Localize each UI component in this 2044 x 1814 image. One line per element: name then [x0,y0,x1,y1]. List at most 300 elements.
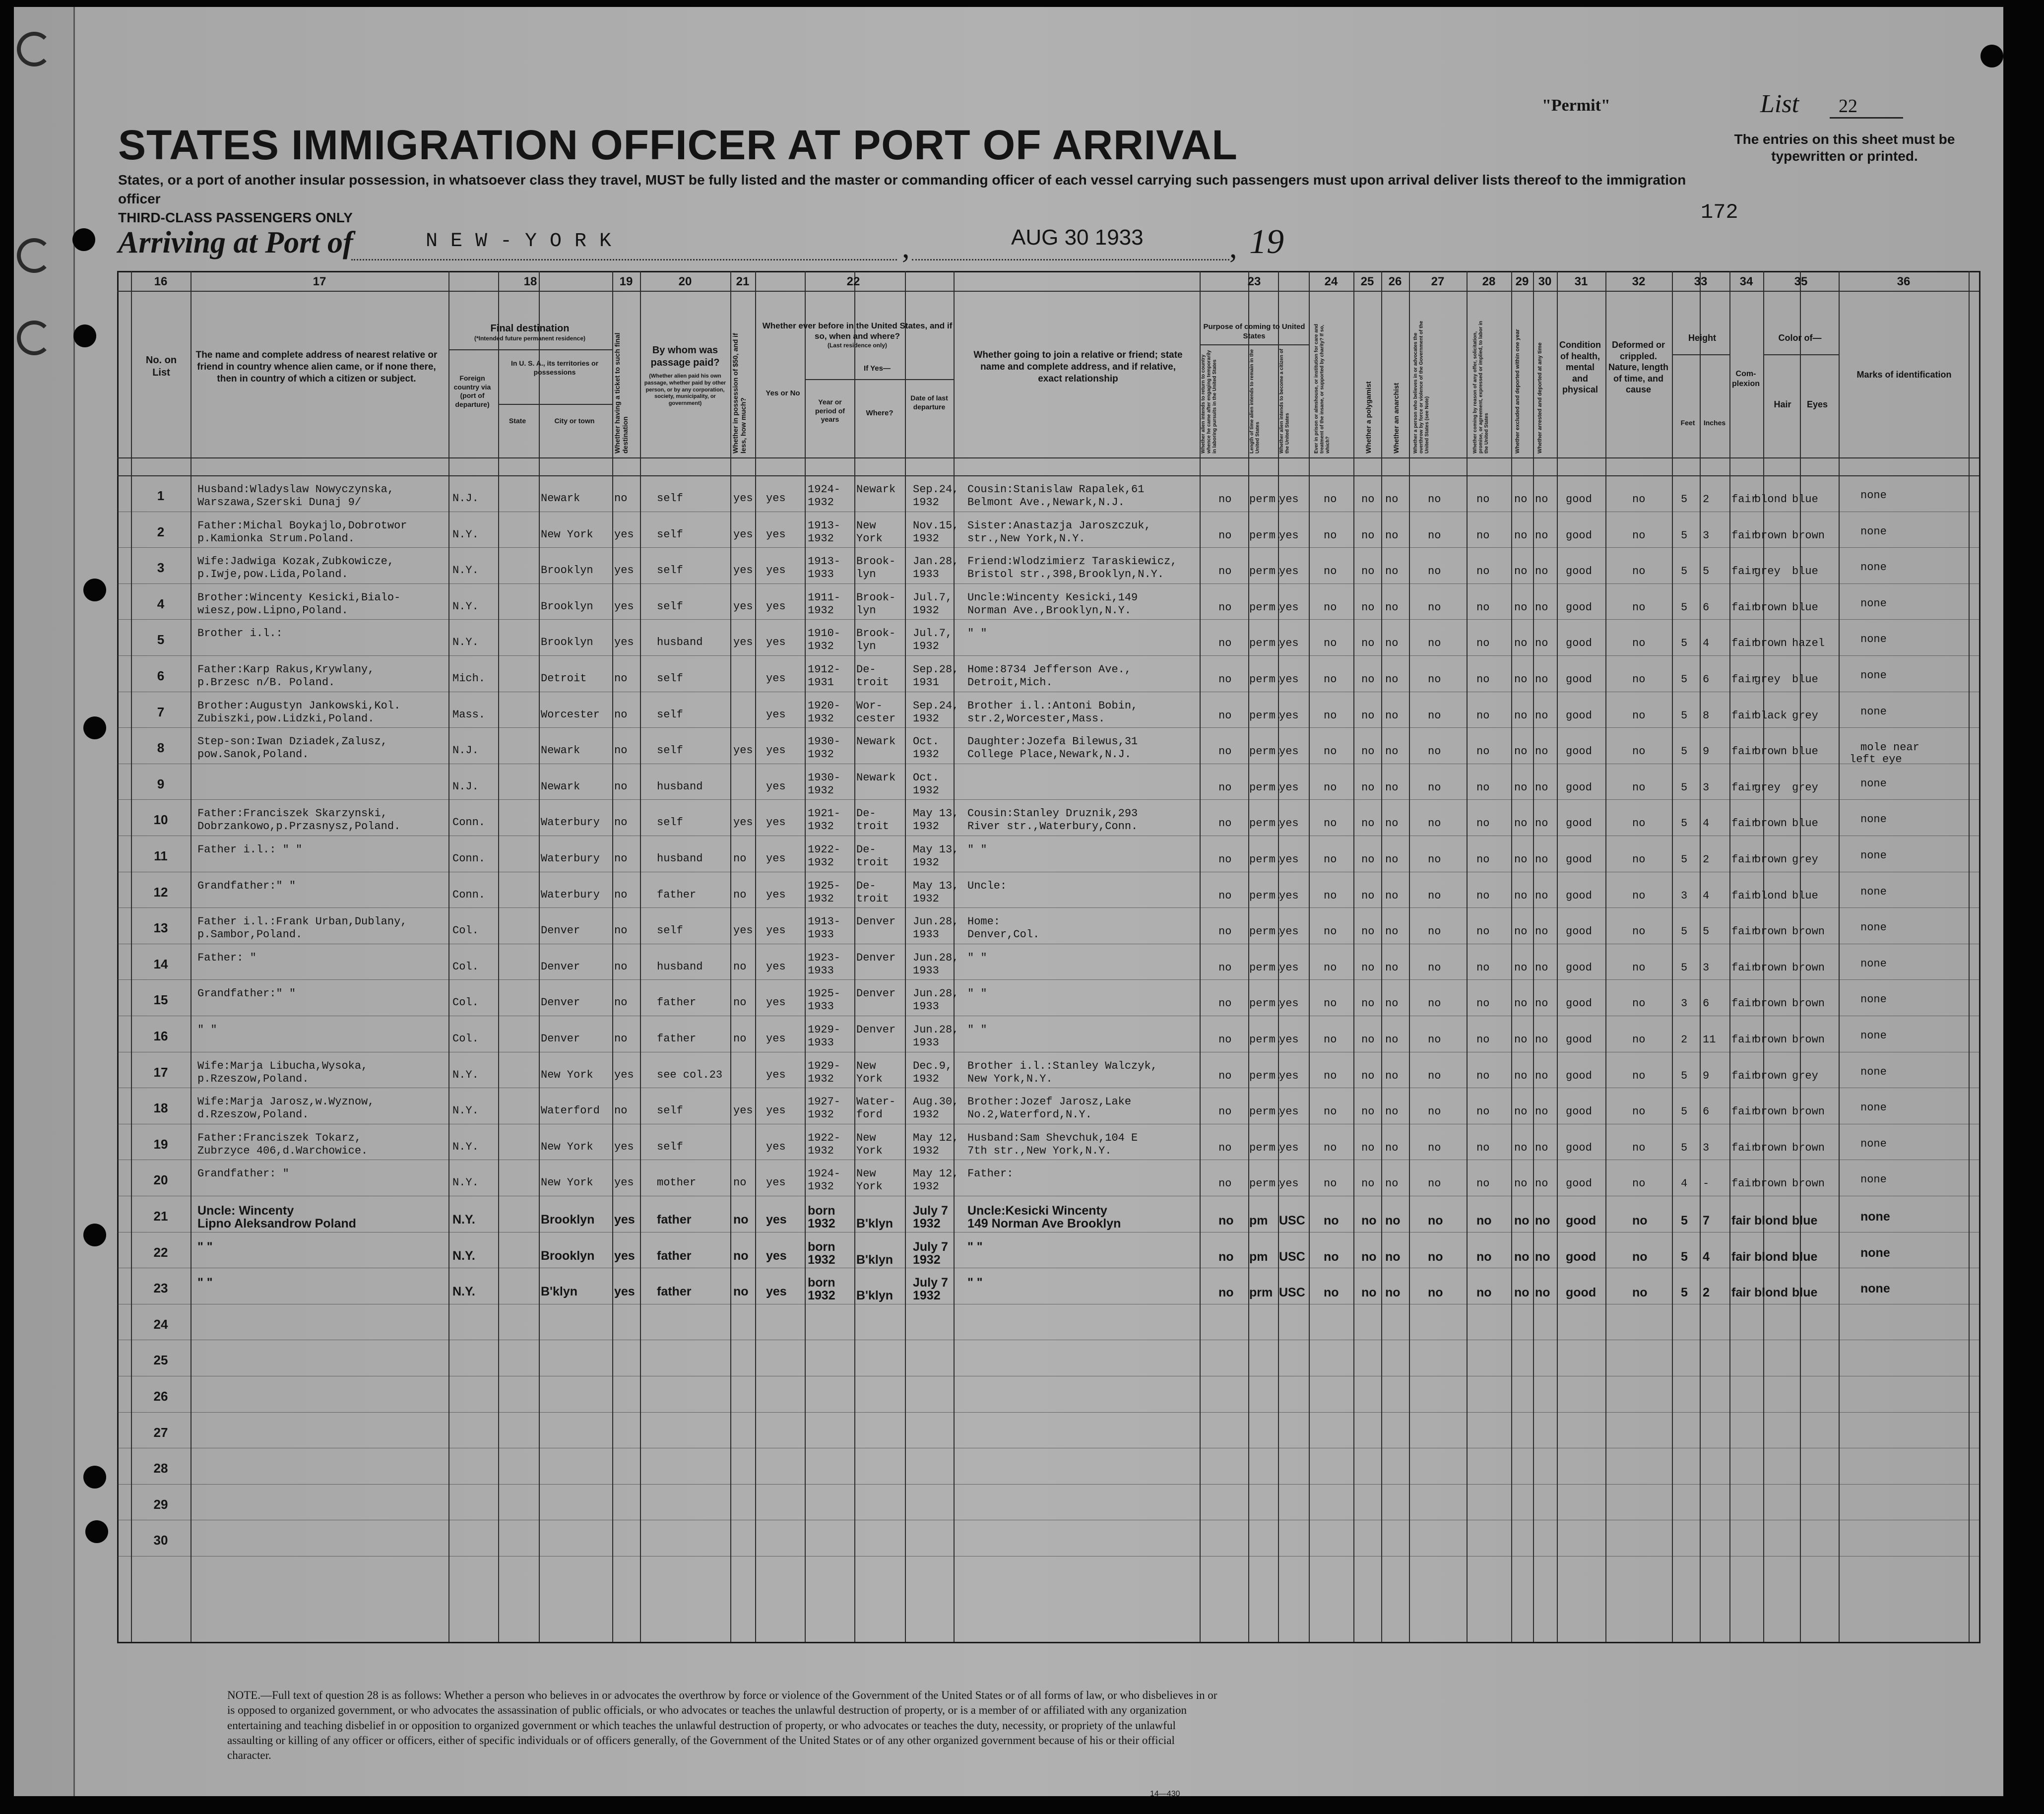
polygamist-value: no [1361,997,1375,1010]
anarchist-value: no [1385,1249,1401,1264]
where-line-2: lyn [856,568,876,581]
eyes-value: blue [1792,565,1818,578]
destination-state: Col. [452,996,479,1009]
header-where: Where? [866,409,894,417]
column-rule [730,271,731,1642]
punch-hole-icon [85,1520,108,1543]
where-line-1: De- [856,807,876,820]
eyes-value: brown [1792,1141,1825,1154]
sheet-number: 172 [1701,200,1738,224]
health-value: good [1566,1177,1592,1190]
column-number: 33 [1694,275,1708,288]
passage-paid-value: husband [657,852,703,865]
health-value: good [1566,1069,1592,1082]
marks-line-1: none [1860,669,1887,682]
labor-offer-value: no [1476,889,1490,902]
labor-offer-value: no [1476,1249,1492,1264]
labor-offer-value: no [1476,529,1490,542]
excluded-value: no [1514,637,1528,650]
money-value: no [733,852,747,865]
excluded-value: no [1514,565,1528,578]
anarchist-value: no [1385,709,1399,722]
prison-value: no [1324,565,1337,578]
where-line-2: B'klyn [856,1217,894,1231]
return-intent-value: no [1218,1069,1232,1082]
header-last-departure: Date of last departure [910,394,948,411]
return-intent-value: no [1218,889,1232,902]
overthrow-value: no [1428,1069,1441,1082]
column-number: 28 [1482,275,1496,288]
punch-hole-icon [83,579,106,601]
period-line-2: 1933 [808,568,834,581]
health-value: good [1566,529,1592,542]
header-health: Condition of health, mental and physical [1559,340,1601,394]
period-line-2: 1932 [808,856,834,869]
list-label: List [1760,90,1799,118]
header-final-destination [450,323,609,342]
join-line-1: " " [967,1024,987,1036]
overthrow-value: no [1428,889,1441,902]
row-number: 1 [157,488,165,503]
join-line-1: Brother:Jozef Jarosz,Lake [967,1096,1132,1108]
deformed-value: no [1632,709,1646,722]
deformed-value: no [1632,1105,1646,1118]
anarchist-value: no [1385,961,1399,974]
passage-paid-value: self [657,1104,683,1117]
eyes-value: blue [1792,1286,1818,1300]
money-value: yes [733,492,753,505]
subheader-rule [805,379,954,380]
deformed-value: no [1632,745,1646,758]
punch-hole-icon [83,1466,106,1489]
excluded-value: no [1514,961,1528,974]
period-line-1: 1927- [808,1096,841,1108]
labor-offer-value: no [1476,709,1490,722]
column-rule [612,271,613,1642]
polygamist-value: no [1361,673,1375,686]
deformed-value: no [1632,817,1646,830]
departure-line-2: 1932 [913,1072,939,1085]
join-line-1: Husband:Sam Shevchuk,104 E [967,1131,1138,1144]
destination-city: B'klyn [541,1285,578,1299]
labor-offer-value: no [1476,925,1490,938]
row-rule [117,979,1979,980]
hair-value: brown [1754,601,1788,614]
destination-state: N.J. [452,780,479,793]
row-number: 25 [153,1353,168,1368]
complexion-value: fair [1731,493,1758,506]
hair-value: grey [1754,565,1781,578]
passage-paid-value: self [657,708,683,721]
ticket-value: no [614,744,628,757]
marks-line-1: none [1860,1101,1887,1114]
excluded-value: no [1514,1214,1530,1228]
departure-line-1: Sep.24, [913,699,959,712]
anarchist-value: no [1385,889,1399,902]
money-value: no [733,1033,747,1045]
deformed-value: no [1632,1214,1648,1228]
return-intent-value: no [1218,925,1232,938]
destination-city: Detroit [541,672,587,685]
passage-paid-value: husband [657,636,703,649]
passage-paid-value: father [657,888,697,901]
destination-city: New York [541,1068,593,1081]
join-line-1: Home:8734 Jefferson Ave., [967,663,1132,676]
excluded-value: no [1514,673,1528,686]
deformed-value: no [1632,925,1646,938]
polygamist-value: no [1361,1034,1375,1046]
join-line-1: Uncle: [967,879,1007,892]
health-value: good [1566,493,1592,506]
column-rule [1248,271,1249,1642]
row-number: 29 [153,1496,168,1512]
overthrow-value: no [1428,925,1441,938]
complexion-value: fair [1731,1286,1751,1300]
eyes-value: blue [1792,673,1818,686]
been-in-us-value: yes [766,636,786,649]
header-polygamist: Whether a polygamist [1364,381,1372,454]
relative-line-2: d.Rzeszow,Poland. [197,1108,309,1121]
header-join-relative: Whether going to join a relative or friend; state name and complete address, and if relative, exact relationship [973,350,1183,384]
passage-paid-value: self [657,924,683,937]
overthrow-value: no [1428,817,1441,830]
anarchist-value: no [1385,817,1399,830]
ticket-value: yes [614,1248,635,1263]
been-in-us-value: yes [766,996,786,1009]
health-value: good [1566,709,1592,722]
column-number: 27 [1431,275,1445,288]
row-number: 14 [153,956,168,972]
overthrow-value: no [1428,1286,1443,1300]
anarchist-value: no [1385,853,1399,866]
departure-line-2: 1933 [913,964,939,977]
where-line-1: Newark [856,771,896,784]
departure-line-1: Sep.24, [913,483,959,496]
departure-line-1: Jun.28, [913,1024,959,1036]
destination-city: Waterbury [541,852,600,865]
destination-city: Waterbury [541,816,600,829]
destination-city: Worcester [541,708,600,721]
header-yes-or-no: Yes or No [766,389,800,397]
header-period: Year or period of years [815,398,845,423]
ticket-value: no [614,1033,628,1045]
where-line-1: Denver [856,987,896,1000]
where-line-2: ford [856,1108,883,1121]
hair-value: blond [1754,1249,1788,1264]
overthrow-value: no [1428,745,1441,758]
ticket-value: yes [614,636,634,649]
polygamist-value: no [1361,1249,1377,1264]
column-number: 35 [1794,275,1808,288]
punch-hole-icon [1980,45,2003,67]
eyes-value: hazel [1792,637,1825,650]
destination-state: N.Y. [452,1140,479,1153]
join-line-2: Detroit,Mich. [967,676,1053,689]
inches-value: 3 [1703,529,1710,542]
been-in-us-value: yes [766,600,786,613]
feet-value: 4 [1681,1177,1688,1190]
period-line-1: born [808,1239,835,1254]
money-value: yes [733,636,753,649]
destination-state: N.Y. [452,600,479,613]
period-line-1: 1910- [808,627,841,640]
departure-line-1: July 7 [913,1239,948,1254]
relative-line-1: Father: " [197,951,256,964]
stay-length-value: perm. [1249,565,1282,578]
inches-value: 5 [1703,925,1710,938]
destination-state: Col. [452,924,479,937]
hair-value: blond [1754,493,1788,506]
relative-line-2: Zubrzyce 406,d.Warchowice. [197,1144,368,1157]
row-number: 5 [157,632,165,648]
deported-value: no [1535,781,1548,794]
period-line-2: 1931 [808,676,834,689]
excluded-value: no [1514,709,1528,722]
departure-line-2: 1932 [913,604,939,617]
stay-length-value: perm. [1249,997,1282,1010]
destination-city: Brooklyn [541,1213,595,1227]
money-value: no [733,960,747,973]
join-line-1: Home: [967,915,1001,928]
relative-line-2: p.Kamionka Strum.Poland. [197,532,355,545]
column-number: 32 [1632,275,1646,288]
citizen-intent-value: yes [1279,889,1299,902]
where-line-1: Denver [856,915,896,928]
overthrow-value: no [1428,1034,1441,1046]
header-overthrow: Whether a person who believes in or advocates the overthrow by force or violence of the Government of the United States (see Note) [1413,321,1430,454]
prison-value: no [1324,1249,1339,1264]
passage-paid-value: husband [657,780,703,793]
departure-line-1: May 13, [913,843,959,856]
join-line-1: " " [967,1276,983,1290]
punch-hole-icon [73,324,96,347]
passage-paid-value: father [657,1033,697,1045]
relative-line-1: Father i.l.:Frank Urban,Dublany, [197,915,407,928]
header-marks: Marks of identification [1856,370,1952,380]
overthrow-value: no [1428,565,1441,578]
hair-value: brown [1754,1141,1788,1154]
eyes-value: blue [1792,745,1818,758]
inches-value: 4 [1703,637,1710,650]
labor-offer-value: no [1476,1286,1492,1300]
money-value: no [733,996,747,1009]
polygamist-value: no [1361,565,1375,578]
marks-line-1: none [1860,1030,1887,1042]
header-deformed: Deformed or crippled. Nature, length of time, and cause [1608,340,1668,394]
column-number: 25 [1360,275,1374,288]
feet-value: 5 [1681,1141,1688,1154]
money-value: no [733,1176,747,1189]
prison-value: no [1324,1286,1339,1300]
complexion-value: fair [1731,817,1758,830]
marks-line-1: none [1860,705,1887,718]
money-value: yes [733,924,753,937]
binder-hook-icon [17,32,52,66]
final-destination-title: Final destination [490,323,570,334]
stay-length-value: perm. [1249,817,1282,830]
instructions-line-2: THIRD-CLASS PASSENGERS ONLY [118,209,353,225]
header-prison: Ever in prison or almshouse, or institution for care and treatment of the insane, or supported by charity? If so, which? [1314,324,1331,454]
hair-value: brown [1754,529,1788,542]
departure-line-2: 1932 [913,856,939,869]
been-in-us-value: yes [766,1176,786,1189]
header-labor-offer: Whether coming by reason of any offer, solicitation, promise, or agreement, expressed or implied, to labor in the United States [1472,321,1489,454]
feet-value: 5 [1681,781,1688,794]
where-line-2: troit [856,820,890,833]
period-line-2: 1932 [808,712,834,725]
feet-value: 5 [1681,745,1688,758]
anarchist-value: no [1385,529,1399,542]
row-number: 8 [157,740,165,756]
passage-paid-value: father [657,1248,692,1263]
period-line-1: 1911- [808,591,841,604]
labor-offer-value: no [1476,1214,1492,1228]
complexion-value: fair [1731,889,1758,902]
ticket-value: no [614,492,628,505]
citizen-intent-value: yes [1279,493,1299,506]
stay-length-value: perm. [1249,493,1282,506]
stay-length-value: perm. [1249,709,1282,722]
date-comma: , [1229,231,1237,264]
citizen-intent-value: yes [1279,673,1299,686]
excluded-value: no [1514,1105,1528,1118]
period-line-2: 1932 [808,1180,834,1193]
header-foreign-country: Foreign country via (port of departure) [453,374,491,408]
relative-line-2: Warszawa,Szerski Dunaj 9/ [197,496,362,509]
hair-value: brown [1754,961,1788,974]
column-rule [1700,271,1701,1642]
header-nearest-relative: The name and complete address of nearest relative or friend in country whence alien came, or if none there, then in country of which a citizen or subject. [195,350,438,384]
destination-city: Newark [541,744,580,757]
labor-offer-value: no [1476,817,1490,830]
relative-line-1: " " [197,1276,213,1290]
date-underline [912,259,1229,260]
health-value: good [1566,601,1592,614]
header-before-in-us [758,321,957,349]
money-value: no [733,888,747,901]
destination-city: Waterford [541,1104,600,1117]
marks-line-1: none [1860,597,1887,610]
hair-value: brown [1754,1105,1788,1118]
header-complexion: Com-plexion [1731,370,1760,388]
join-line-1: Cousin:Stanislaw Rapalek,61 [967,483,1145,496]
where-line-1: New [856,1167,876,1180]
feet-value: 5 [1681,817,1688,830]
prison-value: no [1324,1177,1337,1190]
deformed-value: no [1632,1069,1646,1082]
departure-line-1: Jul.7, [913,591,953,604]
departure-line-1: May 13, [913,807,959,820]
complexion-value: fair [1731,1105,1758,1118]
join-line-1: " " [967,1239,983,1254]
polygamist-value: no [1361,961,1375,974]
departure-line-2: 1932 [913,784,939,797]
deported-value: no [1535,529,1548,542]
been-in-us-value: yes [766,960,786,973]
inches-value: 6 [1703,1105,1710,1118]
period-line-2: 1933 [808,1037,834,1049]
binder-margin [14,7,75,1796]
anarchist-value: no [1385,1034,1399,1046]
return-intent-value: no [1218,1249,1234,1264]
feet-value: 5 [1681,1214,1688,1228]
permit-label: "Permit" [1542,96,1610,115]
anarchist-value: no [1385,1214,1401,1228]
header-money: Whether in possession of $50, and if less, how much? [731,333,748,454]
hair-value: brown [1754,1069,1788,1082]
polygamist-value: no [1361,889,1375,902]
period-line-1: 1930- [808,735,841,748]
been-in-us-value: yes [766,888,786,901]
citizen-intent-value: USC [1279,1286,1305,1300]
return-intent-value: no [1218,853,1232,866]
deported-value: no [1535,889,1548,902]
header-citizen-intent: Whether alien intends to become a citizen of the United States [1279,348,1290,454]
subheader-rule [498,404,612,405]
inches-value: 5 [1703,565,1710,578]
eyes-value: brown [1792,1034,1825,1046]
header-inches: Inches [1703,419,1726,427]
header-rule [117,475,1979,476]
column-rule [854,271,855,1642]
passage-paid-value: mother [657,1176,697,1189]
join-line-2: Denver,Col. [967,928,1040,941]
marks-line-2: left eye [1850,753,1902,766]
column-rule [1381,271,1382,1642]
labor-offer-value: no [1476,673,1490,686]
citizen-intent-value: yes [1279,1034,1299,1046]
join-line-2: Bristol str.,398,Brooklyn,N.Y. [967,568,1164,581]
return-intent-value: no [1218,493,1232,506]
polygamist-value: no [1361,1141,1375,1154]
departure-line-1: Oct. [913,771,939,784]
eyes-value: brown [1792,925,1825,938]
money-value: yes [733,816,753,829]
period-line-1: 1929- [808,1059,841,1072]
column-rule [1763,271,1764,1642]
punch-hole-icon [72,228,95,251]
deported-value: no [1535,997,1548,1010]
period-line-1: 1929- [808,1024,841,1036]
feet-value: 5 [1681,529,1688,542]
complexion-value: fair [1731,529,1758,542]
column-rule [1969,271,1970,1642]
header-color-of: Color of— [1778,333,1822,343]
where-line-1: Newark [856,483,896,496]
health-value: good [1566,1105,1592,1118]
complexion-value: fair [1731,853,1758,866]
passage-paid-sub: (Whether alien paid his own passage, whether paid by other person, or by any corporation, society, municipality, or government) [644,373,726,406]
port-of-arrival: NEW-YORK [426,230,625,253]
been-in-us-value: yes [766,1285,787,1299]
relative-line-2: p.Rzeszow,Poland. [197,1072,309,1085]
deported-value: no [1535,1249,1550,1264]
destination-state: N.Y. [452,1248,475,1263]
prison-value: no [1324,673,1337,686]
citizen-intent-value: yes [1279,637,1299,650]
row-number: 12 [153,884,168,900]
final-destination-sub: (*Intended future permanent residence) [474,335,586,342]
column-number: 29 [1515,275,1529,288]
column-rule [1278,271,1279,1642]
departure-line-1: Oct. [913,735,939,748]
subheader-rule [1763,354,1839,355]
period-line-1: 1924- [808,483,841,496]
period-line-1: 1920- [808,699,841,712]
binder-hook-icon [17,238,52,273]
polygamist-value: no [1361,1214,1377,1228]
period-line-1: born [808,1204,835,1218]
